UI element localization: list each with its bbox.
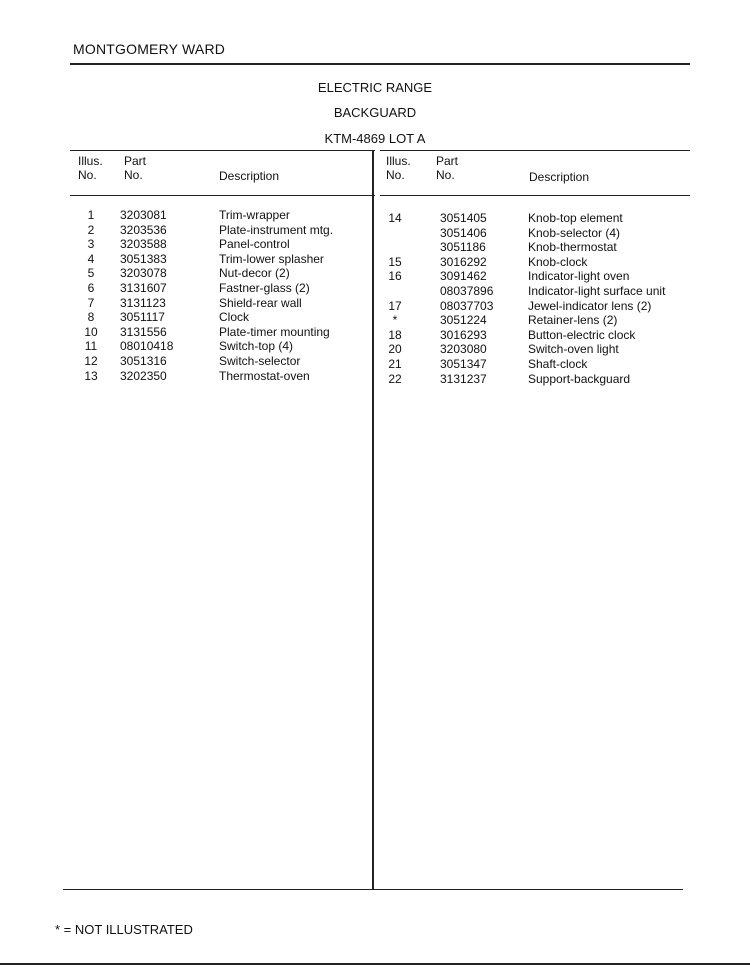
table-row-illus-no: 11 xyxy=(84,339,98,354)
table-row-part-no: 3131556 xyxy=(120,324,167,339)
table-row-illus-no xyxy=(384,240,406,255)
table-row-part-no: 3016292 xyxy=(440,254,487,269)
left-illus-column xyxy=(78,208,104,383)
table-row-description: Clock xyxy=(219,310,250,325)
right-part-column xyxy=(440,211,493,386)
table-row-illus-no: 10 xyxy=(84,324,98,339)
table-row-illus-no: 21 xyxy=(388,356,402,371)
table-row-illus-no: 2 xyxy=(87,222,95,237)
table-row-illus-no xyxy=(384,284,406,299)
table-row-part-no: 3203536 xyxy=(120,222,167,237)
table-row-part-no: 3131237 xyxy=(440,371,487,386)
table-row-description: Knob-thermostat xyxy=(528,240,617,255)
table-row-illus-no: 1 xyxy=(87,208,95,222)
table-row-part-no: 3202350 xyxy=(120,368,167,383)
no-label: No. xyxy=(386,168,405,182)
table-row-description: Thermostat-oven xyxy=(219,368,310,383)
table-row-description: Panel-control xyxy=(219,237,290,252)
table-bottom-rule xyxy=(63,889,683,890)
right-illus-header xyxy=(386,154,411,182)
table-row-description: Fastner-glass (2) xyxy=(219,280,310,295)
part-label: Part xyxy=(436,154,459,168)
table-row-illus-no: 16 xyxy=(388,269,402,284)
table-row-description: Plate-instrument mtg. xyxy=(219,222,334,237)
illus-label: Illus. xyxy=(78,154,103,168)
table-row-description: Shield-rear wall xyxy=(219,295,302,310)
illus-label: Illus. xyxy=(386,154,411,168)
table-row-description: Retainer-lens (2) xyxy=(528,313,618,328)
table-row-part-no: 3051117 xyxy=(120,310,165,325)
table-row-illus-no: 6 xyxy=(87,280,95,295)
table-row-illus-no: 18 xyxy=(388,327,402,342)
table-row-description: Switch-selector xyxy=(219,353,301,368)
title-line-1: ELECTRIC RANGE xyxy=(317,80,433,95)
column-divider xyxy=(372,150,374,890)
table-row-illus-no: 4 xyxy=(87,251,95,266)
table-row-description: Jewel-indicator lens (2) xyxy=(528,298,652,313)
table-row-illus-no: 15 xyxy=(388,254,402,269)
no-label: No. xyxy=(124,168,143,182)
table-row-part-no: 3051224 xyxy=(440,313,487,328)
table-row-part-no: 3091462 xyxy=(440,269,487,284)
table-row-part-no: 3203081 xyxy=(120,208,167,222)
part-label: Part xyxy=(124,154,147,168)
left-part-header xyxy=(124,154,146,182)
table-row-description: Nut-decor (2) xyxy=(219,266,290,281)
table-row-description: Trim-wrapper xyxy=(219,208,290,222)
table-row-description: Switch-oven light xyxy=(528,342,619,357)
table-top-rule-right xyxy=(380,150,690,151)
no-label: No. xyxy=(78,168,97,182)
title-line-3: KTM-4869 LOT A xyxy=(324,131,426,146)
table-row-description: Trim-lower splasher xyxy=(219,251,324,266)
top-rule xyxy=(70,63,690,65)
table-row-description: Knob-top element xyxy=(528,211,623,225)
table-row-part-no: 3051347 xyxy=(440,356,487,371)
table-row-part-no: 3051186 xyxy=(440,240,486,255)
table-row-description: Shaft-clock xyxy=(528,356,588,371)
table-row-illus-no: * xyxy=(392,313,398,328)
right-illus-column xyxy=(384,211,406,386)
table-row-description: Button-electric clock xyxy=(528,327,636,342)
table-row-illus-no: 14 xyxy=(388,211,402,225)
table-row-illus-no: 12 xyxy=(84,353,98,368)
right-part-header xyxy=(436,154,458,182)
table-row-part-no: 3051383 xyxy=(120,251,167,266)
table-row-part-no: 3051316 xyxy=(120,353,167,368)
table-row-description: Plate-timer mounting xyxy=(219,324,330,339)
table-row-illus-no: 3 xyxy=(87,237,95,252)
left-illus-header xyxy=(78,154,103,182)
table-row-illus-no xyxy=(384,226,406,241)
table-row-part-no: 3131123 xyxy=(120,295,166,310)
table-row-illus-no: 8 xyxy=(87,310,95,325)
table-row-description: Knob-clock xyxy=(528,254,588,269)
table-row-part-no: 3131607 xyxy=(120,280,167,295)
table-row-illus-no: 22 xyxy=(388,371,402,386)
table-row-part-no: 08010418 xyxy=(120,339,174,354)
page-bottom-rule xyxy=(0,963,750,965)
left-part-column xyxy=(120,208,173,383)
brand-name: MONTGOMERY WARD xyxy=(73,41,226,57)
table-row-part-no: 3203078 xyxy=(120,266,167,281)
footnote: * = NOT ILLUSTRATED xyxy=(55,922,193,937)
table-row-illus-no: 13 xyxy=(84,368,98,383)
no-label: No. xyxy=(436,168,455,182)
table-row-part-no: 08037703 xyxy=(440,298,494,313)
table-row-description: Indicator-light surface unit xyxy=(528,283,666,298)
table-row-illus-no: 7 xyxy=(87,295,95,310)
table-row-part-no: 3051406 xyxy=(440,225,487,240)
table-row-part-no: 3051405 xyxy=(440,211,487,225)
table-row-part-no: 08037896 xyxy=(440,283,494,298)
title-line-2: BACKGUARD xyxy=(333,105,417,120)
table-row-part-no: 3016293 xyxy=(440,327,487,342)
table-row-part-no: 3203588 xyxy=(120,237,167,252)
table-row-description: Support-backguard xyxy=(528,371,631,386)
header-bottom-rule-left xyxy=(70,195,375,196)
right-description-header: Description xyxy=(529,170,590,184)
right-description-column xyxy=(528,211,665,386)
table-row-illus-no: 5 xyxy=(87,266,95,281)
table-top-rule-left xyxy=(70,150,375,151)
table-row-illus-no: 17 xyxy=(388,298,402,313)
table-row-description: Knob-selector (4) xyxy=(528,225,621,240)
table-row-description: Switch-top (4) xyxy=(219,339,294,354)
table-row-illus-no: 20 xyxy=(388,342,402,357)
left-description-header: Description xyxy=(219,169,280,183)
table-row-part-no: 3203080 xyxy=(440,342,487,357)
left-description-column xyxy=(219,208,333,383)
header-bottom-rule-right xyxy=(380,195,690,196)
table-row-description: Indicator-light oven xyxy=(528,269,630,284)
